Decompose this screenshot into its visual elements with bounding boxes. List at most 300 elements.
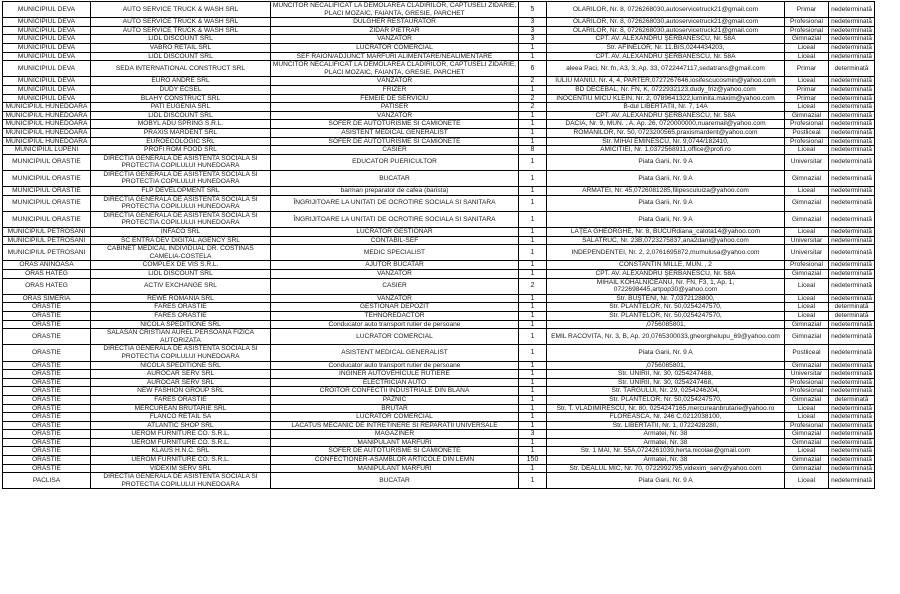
table-row [3,345,875,361]
cell-company: FARES ORASTIE [91,395,271,404]
cell-company: EUROECOLOGIC SRL [91,137,271,146]
cell-job_title: DULGHER RESTAURATOR [271,18,519,27]
cell-address: Str. T. VLADIMIRESCU, Nr. 80, 0254247165,mercureanbrutarie@yahoo.ro [547,404,785,413]
cell-count: 1 [519,438,547,447]
cell-company: CABINET MEDICAL INDIVIDUAL DR. COSTINAS CAMELIA-COSTELA [91,245,271,261]
cell-job_title: ASISTENT MEDICAL GENERALIST [271,345,519,361]
cell-job_title: INGINER AUTOVEHICULE RUTIERE [271,370,519,379]
cell-company: MERCUREAN BRUTARIE SRL [91,404,271,413]
table-row [3,61,875,77]
cell-count: 1 [519,245,547,261]
cell-job_title: SOFER DE AUTOTURISME SI CAMIONETE [271,120,519,129]
cell-company: DIRECTIA GENERALA DE ASISTENTA SOCIALA SI PROTECTIA COPILULUI HUNEDOARA [91,154,271,170]
cell-municipality: MUNICIPIUL DEVA [3,52,91,61]
cell-job_title: FRIZER [271,85,519,94]
cell-count: 1 [519,154,547,170]
cell-municipality: MUNICIPIUL DEVA [3,26,91,35]
table-row [3,52,875,61]
cell-address: B-dul LIBERTATII, Nr. 7, 14A [547,103,785,112]
table-body [3,2,875,489]
cell-company: DUDY ECSEL [91,85,271,94]
table-row [3,278,875,294]
cell-job_title: Conducator auto transport rutier de persoane [271,361,519,370]
cell-contract: nedeterminată [829,137,875,146]
cell-count: 1 [519,85,547,94]
cell-company: UEROM FURNITURE CO. S.R.L. [91,456,271,465]
cell-education: Gimnazial [785,361,829,370]
cell-contract: nedeterminată [829,413,875,422]
cell-count: 1 [519,294,547,303]
table-row [3,154,875,170]
cell-address: LĂŢEA GHEORGHE, Nr. 8, BUCURdiana_calota14@yahoo.com [547,228,785,237]
cell-education: Postliceal [785,128,829,137]
cell-count: 2 [519,94,547,103]
cell-contract: nedeterminată [829,473,875,489]
cell-company: NICOLA SPEDITIONE SRL [91,361,271,370]
cell-address: OLARILOR, Nr. 8, 0726268030,autoservicetruck21@gmail.com [547,26,785,35]
table-row [3,245,875,261]
cell-address: Str. BUŞTENI, Nr. 7,0372128800, [547,294,785,303]
cell-education: Gimnazial [785,464,829,473]
cell-company: NICOLA SPEDITIONE SRL [91,320,271,329]
cell-job_title: BRUTAR [271,404,519,413]
cell-address: ROMANILOR, Nr. 50, 0723200565,praxismardent@yahoo.com [547,128,785,137]
cell-company: EURO ANDRE SRL [91,77,271,86]
cell-education: Liceal [785,404,829,413]
cell-job_title: ZIDAR PIETRAR [271,26,519,35]
cell-job_title: VANZATOR [271,294,519,303]
cell-job_title: MAGAZINER [271,430,519,439]
cell-education: Liceal [785,146,829,155]
cell-contract: nedeterminată [829,270,875,279]
cell-municipality: MUNICIPIUL DEVA [3,61,91,77]
cell-address: ,0756085801, [547,320,785,329]
cell-count: 8 [519,146,547,155]
cell-contract: determinată [829,61,875,77]
cell-municipality: ORASTIE [3,361,91,370]
cell-municipality: ORASTIE [3,456,91,465]
cell-address: Str. UNIRII, Nr. 30, 0254247468, [547,378,785,387]
cell-contract: nedeterminată [829,456,875,465]
cell-address: BD DECEBAL, Nr. FN, K, 0722932123,dudy_friz@yahoo.com [547,85,785,94]
cell-company: AUROCAR SERV SRL [91,370,271,379]
cell-education: Profesional [785,120,829,129]
cell-job_title: MANIPULANT MARFURI [271,438,519,447]
table-row [3,329,875,345]
cell-education: Universitar [785,154,829,170]
cell-job_title: VANZATOR [271,270,519,279]
table-row [3,85,875,94]
cell-count: 1 [519,228,547,237]
cell-company: REWE ROMANIA SRL [91,294,271,303]
cell-contract: nedeterminată [829,103,875,112]
cell-count: 2 [519,103,547,112]
cell-municipality: ORASTIE [3,320,91,329]
cell-address: Str. PLANTELOR, Nr. 50,0254247570, [547,395,785,404]
cell-job_title: BUCATAR [271,170,519,186]
cell-company: MOBYL ADU SPRING S.R.L. [91,120,271,129]
cell-company: NEW FASHION GROUP SRL [91,387,271,396]
cell-count: 1 [519,236,547,245]
cell-contract: nedeterminată [829,211,875,227]
cell-contract: nedeterminată [829,187,875,196]
cell-education: Gimnazial [785,395,829,404]
cell-education: Profesional [785,26,829,35]
cell-address: CPT. AV. ALEXANDRU ŞERBĂNESCU, Nr. 58A [547,111,785,120]
cell-company: KLAUS H.N.C. SRL [91,447,271,456]
cell-education: Primar [785,2,829,18]
cell-contract: nedeterminată [829,245,875,261]
cell-municipality: MUNICIPIUL ORASTIE [3,170,91,186]
cell-municipality: MUNICIPIUL DEVA [3,35,91,44]
cell-contract: nedeterminată [829,464,875,473]
cell-address: FLOREASCA, Nr. 246 C,0212038100, [547,413,785,422]
job-vacancy-table [2,1,875,489]
cell-address: OLARILOR, Nr. 8, 0726268030,autoservicetruck21@gmail.com [547,2,785,18]
cell-job_title: LUCRATOR COMERCIAL [271,413,519,422]
cell-municipality: PACLISA [3,473,91,489]
cell-count: 5 [519,2,547,18]
cell-address: CONSTANTIN MILLE, MUN. , 2 [547,261,785,270]
cell-job_title: MANIPULANT MARFURI [271,464,519,473]
table-row [3,236,875,245]
cell-education: Liceal [785,294,829,303]
cell-count: 1 [519,261,547,270]
table-row [3,413,875,422]
cell-count: 1 [519,370,547,379]
cell-count: 1 [519,270,547,279]
table-row [3,473,875,489]
cell-count: 150 [519,456,547,465]
cell-count: 3 [519,26,547,35]
cell-count: 1 [519,170,547,186]
cell-address: Str. UNIRII, Nr. 30, 0254247468, [547,370,785,379]
cell-municipality: ORASTIE [3,378,91,387]
cell-job_title: SOFER DE AUTOTURISME SI CAMIONETE [271,447,519,456]
cell-contract: nedeterminată [829,85,875,94]
cell-address: Str. LIBERTATII, Nr. 1, 0722428280, [547,421,785,430]
cell-contract: nedeterminată [829,77,875,86]
table-row [3,370,875,379]
table-row [3,77,875,86]
cell-address: Str. 1 MAI, Nr. 55A,0724261039,herta.nicolae@gmail.com [547,447,785,456]
cell-municipality: MUNICIPIUL ORASTIE [3,154,91,170]
cell-company: PROFI ROM FOOD SRL [91,146,271,155]
cell-contract: nedeterminată [829,370,875,379]
table-row [3,170,875,186]
table-row [3,404,875,413]
cell-contract: nedeterminată [829,320,875,329]
cell-contract: nedeterminată [829,421,875,430]
cell-job_title: ÎNGRIJITOARE LA UNITATI DE OCROTIRE SOCIALA SI SANITARA [271,211,519,227]
table-row [3,43,875,52]
cell-municipality: MUNICIPIUL HUNEDOARA [3,111,91,120]
cell-address: CPT. AV. ALEXANDRU ŞERBANESCU, Nr. 58A [547,270,785,279]
cell-municipality: ORASTIE [3,430,91,439]
cell-address: INOCENTIU MICU KLEIN, Nr. 2, 0789641322,luminita.maxim@yahoo.com [547,94,785,103]
cell-municipality: MUNICIPIUL DEVA [3,85,91,94]
cell-company: FLANCO RETAIL SA [91,413,271,422]
cell-contract: nedeterminată [829,261,875,270]
cell-count: 1 [519,464,547,473]
cell-address: Piata Garii, Nr. 9 A [547,211,785,227]
cell-education: Liceal [785,77,829,86]
cell-job_title: CONTABIL-SEF [271,236,519,245]
cell-education: Postliceal [785,345,829,361]
cell-education: Liceal [785,43,829,52]
cell-municipality: MUNICIPIUL ORASTIE [3,195,91,211]
cell-company: AUROCAR SERV SRL [91,378,271,387]
cell-count: 1 [519,378,547,387]
cell-contract: nedeterminată [829,278,875,294]
cell-company: AUTO SERVICE TRUCK & WASH SRL [91,26,271,35]
cell-job_title: MUNCITOR NECALIFICAT LA DEMOLAREA CLADIRILOR, CAPTUSELI ZIDARIE, PLACI MOZAIC, FAIANTA, GRESIE, PARCHET [271,2,519,18]
cell-address: Str. DEALUL MIC, Nr. 70, 0722992795,videxim_serv@yahoo.com [547,464,785,473]
cell-job_title: LUCRATOR COMERCIAL [271,329,519,345]
cell-job_title: AJUTOR BUCATAR [271,261,519,270]
cell-company: ACTIV EXCHANGE SRL [91,278,271,294]
document-page [0,1,900,594]
cell-education: Gimnazial [785,195,829,211]
table-row [3,128,875,137]
cell-job_title: GESTIONAR DEPOZIT [271,303,519,312]
cell-address: CPT. AV. ALEXANDRU ŞERBANESCU, Nr. 58A [547,52,785,61]
cell-count: 1 [519,52,547,61]
cell-count: 1 [519,395,547,404]
cell-company: UEROM FURNITURE CO. S.R.L. [91,438,271,447]
table-row [3,211,875,227]
cell-contract: nedeterminată [829,378,875,387]
cell-company: VIDEXIM SERV SRL [91,464,271,473]
cell-address: INDEPENDENTEI, Nr. 2, 2,0761695872,mumulusa@yahoo.com [547,245,785,261]
cell-company: DIRECTIA GENERALA DE ASISTENTA SOCIALA SI PROTECTIA COPILULUI HUNEDOARA [91,195,271,211]
cell-company: DIRECTIA GENERALA DE ASISTENTA SOCIALA SI PROTECTIA COPILULUI HUNEDOARA [91,170,271,186]
cell-job_title: CONFECTIONER-ASAMBLOR ARTICOLE DIN LEMN [271,456,519,465]
table-row [3,103,875,112]
cell-count: 1 [519,387,547,396]
table-row [3,111,875,120]
cell-municipality: ORASTIE [3,438,91,447]
cell-address: Piata Garii, Nr. 9 A [547,473,785,489]
cell-municipality: ORASTIE [3,447,91,456]
cell-municipality: MUNICIPIUL PETROSANI [3,245,91,261]
cell-address: SALATRUC, Nr. 23B,0723275837,ana2dani@yahoo.com [547,236,785,245]
cell-count: 6 [519,61,547,77]
cell-municipality: MUNICIPIUL DEVA [3,18,91,27]
cell-address: Str. AFINELOR, Nr. 11.BIS,0244434203, [547,43,785,52]
cell-municipality: MUNICIPIUL PETROSANI [3,236,91,245]
cell-municipality: ORAS ANINOASA [3,261,91,270]
table-row [3,320,875,329]
cell-municipality: MUNICIPIUL DEVA [3,94,91,103]
cell-count: 1 [519,413,547,422]
cell-address: Str. PLANTELOR, Nr. 50,0254247570, [547,303,785,312]
cell-education: Universitar [785,370,829,379]
table-row [3,378,875,387]
cell-job_title: LUCRATOR COMERCIAL [271,43,519,52]
cell-count: 1 [519,345,547,361]
cell-address: ARMATEI, Nr. 45,0726081285,filipesculuiza@yahoo.com [547,187,785,196]
cell-education: Universitar [785,245,829,261]
table-row [3,195,875,211]
cell-job_title: PAZNIC [271,395,519,404]
cell-contract: nedeterminată [829,154,875,170]
cell-count: 1 [519,137,547,146]
table-row [3,2,875,18]
cell-contract: nedeterminată [829,52,875,61]
cell-education: Profesional [785,421,829,430]
cell-municipality: ORASTIE [3,413,91,422]
cell-municipality: ORAS HATEG [3,270,91,279]
cell-education: Universitar [785,236,829,245]
cell-contract: nedeterminată [829,329,875,345]
cell-education: Gimnazial [785,320,829,329]
table-row [3,35,875,44]
cell-municipality: MUNICIPIUL DEVA [3,2,91,18]
table-row [3,456,875,465]
cell-education: Liceal [785,278,829,294]
table-row [3,187,875,196]
cell-job_title: FEMEIE DE SERVICIU [271,94,519,103]
table-row [3,430,875,439]
cell-municipality: MUNICIPIUL ORASTIE [3,187,91,196]
table-row [3,311,875,320]
cell-education: Gimnazial [785,270,829,279]
cell-company: SC ENTRA DEV DIGITAL AGENCY SRL [91,236,271,245]
cell-contract: nedeterminată [829,94,875,103]
cell-contract: nedeterminată [829,195,875,211]
cell-municipality: ORASTIE [3,370,91,379]
table-row [3,137,875,146]
table-row [3,120,875,129]
cell-job_title: CASIER [271,278,519,294]
cell-contract: nedeterminată [829,430,875,439]
cell-education: Liceal [785,303,829,312]
cell-municipality: MUNICIPIUL HUNEDOARA [3,128,91,137]
cell-address: Armatei, Nr. 38 [547,430,785,439]
cell-address: DACIA, Nr. 9, MUN. , A, Ap. 26, 0720000000,nuaremail@yahoo.com [547,120,785,129]
cell-address: OLARILOR, Nr. 8, 0726268030,autoservicetruck21@gmail.com [547,18,785,27]
cell-contract: nedeterminată [829,43,875,52]
cell-municipality: ORASTIE [3,329,91,345]
cell-contract: nedeterminată [829,294,875,303]
cell-count: 1 [519,404,547,413]
table-row [3,387,875,396]
cell-count: 1 [519,120,547,129]
cell-job_title: ASISTENT MEDICAL GENERALIST [271,128,519,137]
cell-count: 1 [519,195,547,211]
cell-address: Piata Garii, Nr. 9 A [547,154,785,170]
cell-company: LIDL DISCOUNT SRL [91,52,271,61]
cell-address: Piata Garii, Nr. 9 A [547,195,785,211]
cell-contract: nedeterminată [829,35,875,44]
cell-company: DIRECTIA GENERALA DE ASISTENTA SOCIALA SI PROTECTIA COPILULUI HUNEDOARA [91,345,271,361]
cell-education: Gimnazial [785,35,829,44]
cell-job_title: MUNCITOR NECALIFICAT LA DEMOLAREA CLADIRILOR, CAPTUSELI ZIDARIE, PLACI MOZAIC, FAIANTA, GRESIE, PARCHET [271,61,519,77]
cell-count: 1 [519,361,547,370]
cell-education: Profesional [785,261,829,270]
cell-education: Gimnazial [785,170,829,186]
cell-job_title: VÂNZATOR [271,77,519,86]
cell-company: FARES ORASTIE [91,311,271,320]
table-row [3,421,875,430]
table-row [3,447,875,456]
cell-job_title: TEHNOREDACTOR [271,311,519,320]
cell-education: Liceal [785,311,829,320]
cell-contract: nedeterminată [829,404,875,413]
cell-education: Gimnazial [785,438,829,447]
cell-municipality: MUNICIPIUL LUPENI [3,146,91,155]
cell-education: Primar [785,94,829,103]
cell-count: 1 [519,473,547,489]
cell-job_title: MEDIC SPECIALIST [271,245,519,261]
cell-count: 3 [519,430,547,439]
cell-education: Profesional [785,378,829,387]
cell-contract: nedeterminată [829,170,875,186]
cell-education: Liceal [785,473,829,489]
cell-job_title: LUCRATOR GESTIONAR [271,228,519,237]
cell-municipality: MUNICIPIUL HUNEDOARA [3,103,91,112]
cell-address: CPT. AV. ALEXANDRU ŞERBANESCU, Nr. 58A [547,35,785,44]
cell-municipality: MUNICIPIUL DEVA [3,43,91,52]
cell-contract: nedeterminată [829,26,875,35]
table-row [3,94,875,103]
cell-company: SALASAN CRISTIAN AUREL PERSOANA FIZICA AUTORIZATA [91,329,271,345]
cell-education: Profesional [785,137,829,146]
cell-count: 1 [519,421,547,430]
cell-company: PATI EUGENIA SRL [91,103,271,112]
cell-education: Profesional [785,387,829,396]
cell-company: AUTO SERVICE TRUCK & WASH SRL [91,18,271,27]
cell-count: 1 [519,303,547,312]
cell-count: 2 [519,278,547,294]
cell-contract: nedeterminată [829,447,875,456]
cell-job_title: barman preparator de cafea (barista) [271,187,519,196]
cell-job_title: PATISER [271,103,519,112]
cell-address: Str. MIHAI EMINESCU, Nr. 9,0744/182410, [547,137,785,146]
cell-municipality: ORASTIE [3,464,91,473]
cell-contract: nedeterminată [829,387,875,396]
cell-contract: nedeterminată [829,2,875,18]
cell-municipality: ORASTIE [3,404,91,413]
cell-education: Liceal [785,52,829,61]
cell-count: 1 [519,187,547,196]
cell-company: BLAHY CONSTRUCT SRL [91,94,271,103]
cell-job_title: EDUCATOR PUERICULTOR [271,154,519,170]
cell-municipality: ORASTIE [3,303,91,312]
table-row [3,464,875,473]
cell-address: EMIL RACOVITA, Nr. 3, B, Ap. 20,0765300033,gheorghelupu_69@yahoo.com [547,329,785,345]
cell-education: Primar [785,61,829,77]
cell-education: Liceal [785,413,829,422]
cell-contract: nedeterminată [829,128,875,137]
cell-education: Gimnazial [785,329,829,345]
cell-education: Liceal [785,187,829,196]
cell-company: FLP DEVELOPMENT SRL [91,187,271,196]
cell-count: 1 [519,111,547,120]
cell-count: 1 [519,311,547,320]
cell-company: DIRECTIA GENERALA DE ASISTENTA SOCIALA SI PROTECTIA COPILULUI HUNEDOARA [91,473,271,489]
cell-contract: nedeterminată [829,111,875,120]
cell-municipality: MUNICIPIUL DEVA [3,77,91,86]
cell-contract: nedeterminată [829,236,875,245]
cell-address: Piata Garii, Nr. 9 A [547,345,785,361]
cell-company: VABRO RETAIL SRL [91,43,271,52]
cell-address: Str. PLANTELOR, Nr. 50,0254247570, [547,311,785,320]
cell-municipality: ORASTIE [3,345,91,361]
cell-company: FARES ORASTIE [91,303,271,312]
cell-municipality: ORASTIE [3,421,91,430]
